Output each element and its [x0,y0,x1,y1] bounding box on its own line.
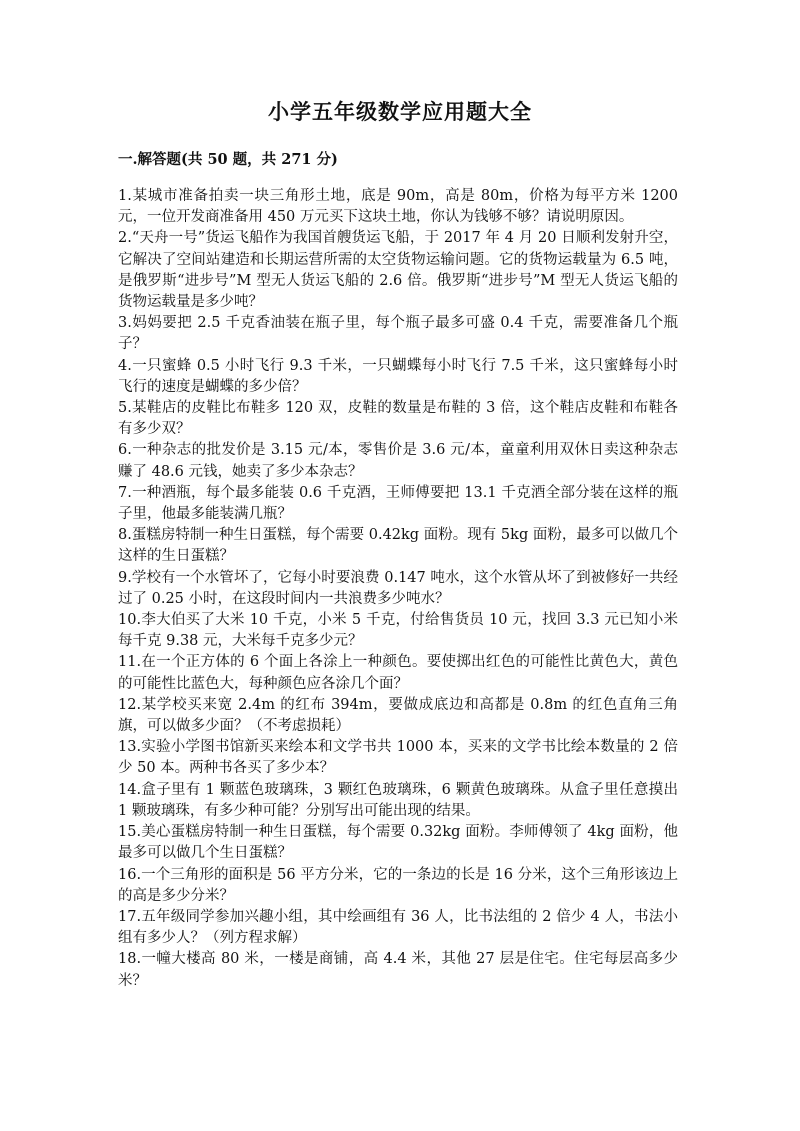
question-item: 17.五年级同学参加兴趣小组，其中绘画组有 36 人，比书法组的 2 倍少 4 人，书法小组有多少人？（列方程求解） [118,908,678,947]
question-item: 3.妈妈要把 2.5 千克香油装在瓶子里，每个瓶子最多可盛 0.4 千克，需要准备几个瓶子？ [118,315,678,353]
question-list [118,186,678,992]
question-item: 5.某鞋店的皮鞋比布鞋多 120 双，皮鞋的数量是布鞋的 3 倍，这个鞋店皮鞋和布鞋各有多少双？ [118,400,678,438]
question-item: 13.实验小学图书馆新买来绘本和文学书共 1000 本，买来的文学书比绘本数量的 2 倍少 50 本。两种书各买了多少本？ [118,739,678,777]
question-item: 4.一只蜜蜂 0.5 小时飞行 9.3 千米，一只蝴蝶每小时飞行 7.5 千米，这只蜜蜂每小时飞行的速度是蝴蝶的多少倍？ [118,357,678,395]
question-item: 15.美心蛋糕房特制一种生日蛋糕，每个需要 0.32kg 面粉。李师傅领了 4kg 面粉，他最多可以做几个生日蛋糕？ [118,824,678,862]
question-item: 14.盒子里有 1 颗蓝色玻璃珠，3 颗红色玻璃珠，6 颗黄色玻璃珠。从盒子里任意摸出 1 颗玻璃珠，有多少种可能？分别写出可能出现的结果。 [118,781,678,819]
question-item: 8.蛋糕房特制一种生日蛋糕，每个需要 0.42kg 面粉。现有 5kg 面粉，最多可以做几个这样的生日蛋糕？ [118,527,678,565]
document-title: 小学五年级数学应用题大全 [268,99,532,124]
question-item: 6.一种杂志的批发价是 3.15 元/本，零售价是 3.6 元/本，童童利用双休日卖这种杂志赚了 48.6 元钱，她卖了多少本杂志？ [118,442,678,480]
question-item: 7.一种酒瓶，每个最多能装 0.6 千克酒，王师傅要把 13.1 千克酒全部分装在这样的瓶子里，他最多能装满几瓶？ [118,484,678,523]
section-heading: 一.解答题(共 50 题，共 271 分) [118,151,338,168]
question-item: 2.“天舟一号”货运飞船作为我国首艘货运飞船，于 2017 年 4 月 20 日顺利发射升空，它解决了空间站建造和长期运营所需的太空货物运输问题。它的货物运载量为 6.5 吨，是俄罗斯“进步号”M 型无人货运飞船的 2.6 倍。俄罗斯“进步号”M 型无人货运飞船的货物运载量是多少吨？ [118,230,678,311]
question-item: 1.某城市准备拍卖一块三角形土地，底是 90m，高是 80m，价格为每平方米 1200 元，一位开发商准备用 450 万元买下这块土地，你认为钱够不够？请说明原因。 [118,188,678,226]
question-item: 16.一个三角形的面积是 56 平方分米，它的一条边的长是 16 分米，这个三角形该边上的高是多少分米？ [118,866,678,904]
question-item: 12.某学校买来宽 2.4m 的红布 394m，要做成底边和高都是 0.8m 的红色直角三角旗，可以做多少面？（不考虑损耗） [118,696,678,735]
question-item: 10.李大伯买了大米 10 千克，小米 5 千克，付给售货员 10 元，找回 3.3 元已知小米每千克 9.38 元，大米每千克多少元？ [118,612,678,650]
question-item: 11.在一个正方体的 6 个面上各涂上一种颜色。要使掷出红色的可能性比黄色大，黄色的可能性比蓝色大，每种颜色应各涂几个面？ [118,654,678,692]
question-item: 9.学校有一个水管坏了，它每小时要浪费 0.147 吨水，这个水管从坏了到被修好一共经过了 0.25 小时，在这段时间内一共浪费多少吨水？ [118,569,678,607]
question-item: 18.一幢大楼高 80 米，一楼是商铺，高 4.4 米，其他 27 层是住宅。住宅每层高多少米？ [118,951,678,989]
